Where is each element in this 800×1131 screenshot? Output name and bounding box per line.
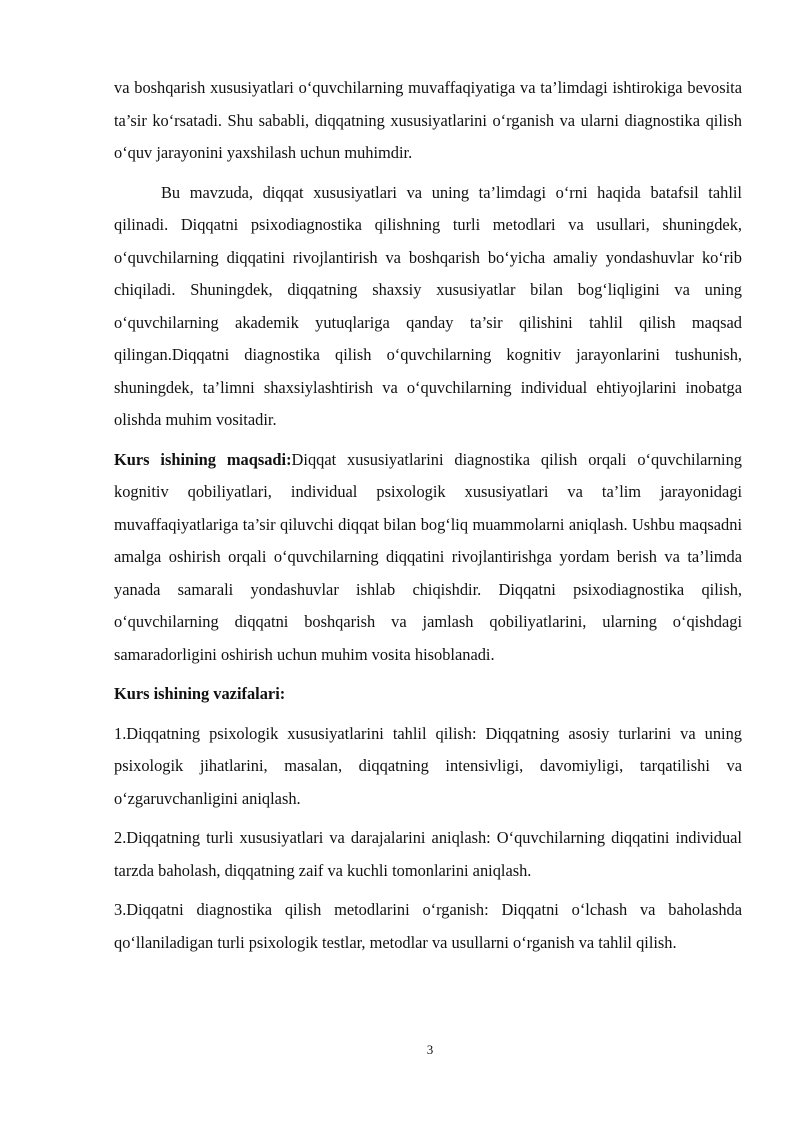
course-goal-label: Kurs ishining maqsadi:	[114, 449, 292, 469]
paragraph-topic-overview: Bu mavzuda, diqqat xususiyatlari va uning ta’limdagi o‘rni haqida batafsil tahlil qilinadi. Diqqatni psixodiagnostika qilishning turli metodlari va usullari, shuningdek, o‘quvchilarning diqqatini rivojlantirish va boshqarish bo‘yicha amaliy yondashuvlar ko‘rib chiqiladi. Shuningdek, diqqatning shaxsiy xususiyatlar bilan bog‘liqligini va uning o‘quvchilarning akademik yutuqlariga qanday ta’sir qilishini tahlil qilish maqsad qilingan.Diqqatni diagnostika qilish o‘quvchilarning kognitiv jarayonlarini tushunish, shuningdek, ta’limni shaxsiylashtirish va o‘quvchilarning individual ehtiyojlarini inobatga olishda muhim vositadir.	[114, 182, 742, 429]
course-goal-text: Diqqat xususiyatlarini diagnostika qilish orqali o‘quvchilarning kognitiv qobiliyatlari, individual psixologik xususiyatlari va ta’lim jarayonidagi muvaffaqiyatlariga ta’sir qiluvchi diqqat bilan bog‘liq muammolarni aniqlash. Ushbu maqsadni amalga oshirish orqali o‘quvchilarning diqqatini rivojlantirishga yordam berish va ta’limda yanada samarali yondashuvlar ishlab chiqishdir. Diqqatni psixodiagnostika qilish, o‘quvchilarning diqqatni boshqarish va jamlash qobiliyatlarini, ularning o‘qishdagi samaradorligini oshirish uchun muhim vosita hisoblanadi.	[114, 449, 743, 664]
task-item-2: 2.Diqqatning turli xususiyatlari va darajalarini aniqlash: O‘quvchilarning diqqatini individual tarzda baholash, diqqatning zaif va kuchli tomonlarini aniqlash.	[114, 828, 742, 880]
paragraph-course-goal	[114, 444, 742, 672]
page-number: 3	[426, 1042, 434, 1057]
paragraph-continuation: va boshqarish xususiyatlari o‘quvchilarning muvaffaqiyatiga va ta’limdagi ishtirokiga bevosita ta’sir ko‘rsatadi. Shu sababli, diqqatning xususiyatlarini o‘rganish va ularni diagnostika qilish o‘quv jarayonini yaxshilash uchun muhimdir.	[114, 78, 742, 162]
task-item-1: 1.Diqqatning psixologik xususiyatlarini tahlil qilish: Diqqatning asosiy turlarini va uning psixologik jihatlarini, masalan, diqqatning intensivligi, davomiyligi, tarqatilishi va o‘zgaruvchanligini aniqlash.	[114, 723, 742, 808]
document-page-body	[114, 72, 742, 966]
task-item-3: 3.Diqqatni diagnostika qilish metodlarini o‘rganish: Diqqatni o‘lchash va baholashda qo‘llaniladigan turli psixologik testlar, metodlar va usullarni o‘rganish va tahlil qilish.	[114, 900, 742, 952]
course-tasks-heading: Kurs ishining vazifalari:	[114, 684, 286, 703]
